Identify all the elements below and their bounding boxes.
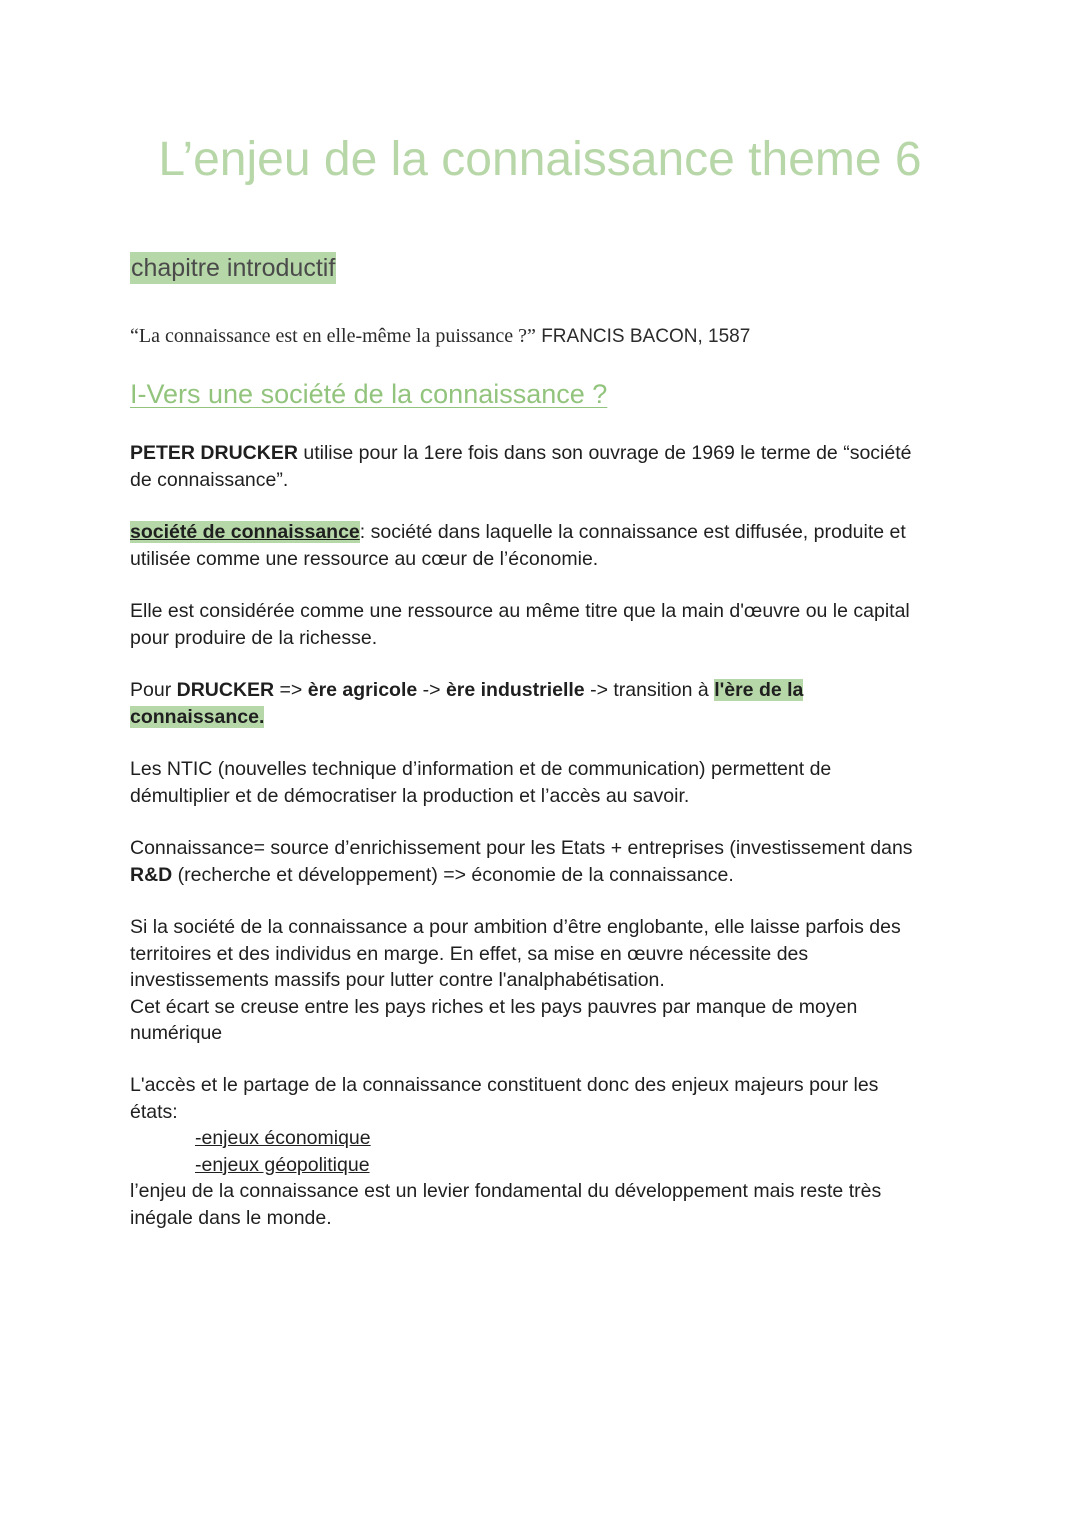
arrow-3: -> transition à <box>584 679 715 701</box>
era-industrial: ère industrielle <box>445 679 585 701</box>
para5-line1: Les NTIC (nouvelles technique d’information et de communication) permettent de <box>130 758 832 780</box>
para8-line2: états: <box>130 1100 178 1123</box>
para7-line3: investissements massifs pour lutter contre l'analphabétisation. <box>130 969 665 991</box>
para8-line1: L'accès et le partage de la connaissance constituent donc des enjeux majeurs pour les <box>130 1074 879 1096</box>
paragraph-inequality <box>130 914 940 1047</box>
definition-term: société de connaissance <box>130 521 360 543</box>
arrow-1: => <box>274 679 308 701</box>
para1-line2: de connaissance”. <box>130 468 289 491</box>
para7-line5: numérique <box>130 1022 223 1044</box>
para7-line4: Cet écart se creuse entre les pays riches et les pays pauvres par manque de moyen <box>130 995 858 1018</box>
paragraph-stakes <box>130 1072 940 1125</box>
para6-line1: Connaissance= source d’enrichissement pour les Etats + entreprises (investissement dans <box>130 837 913 859</box>
list-item: -enjeux géopolitique <box>195 1153 370 1176</box>
paragraph-definition <box>130 519 940 572</box>
para3-line1: Elle est considérée comme une ressource au même titre que la main d'œuvre ou le capital <box>130 600 910 622</box>
quote <box>130 322 750 351</box>
para3-line2: pour produire de la richesse. <box>130 626 378 649</box>
para8-line4: inégale dans le monde. <box>130 1206 332 1229</box>
para7-line1: Si la société de la connaissance a pour ambition d’être englobante, elle laisse parfois des <box>130 916 901 938</box>
chapter-label: chapitre introductif <box>131 254 336 282</box>
paragraph-eras <box>130 677 940 730</box>
list-item: -enjeux économique <box>195 1127 371 1149</box>
para4-prefix: Pour <box>130 679 177 701</box>
era-knowledge-2: connaissance. <box>130 705 265 728</box>
paragraph-conclusion <box>130 1178 940 1231</box>
para7-line2: territoires et des individus en marge. En effet, sa mise en œuvre nécessite des <box>130 942 809 965</box>
era-agricultural: ère agricole <box>307 679 418 701</box>
arrow-2: -> <box>417 679 446 701</box>
para5-line2: démultiplier et de démocratiser la production et l’accès au savoir. <box>130 784 690 807</box>
quote-text: “La connaissance est en elle-même la puissance ?” <box>130 325 536 347</box>
section-heading: I-Vers une société de la connaissance ? <box>130 379 608 409</box>
era-knowledge-1: l'ère de la <box>714 679 804 701</box>
rd-bold: R&D <box>130 863 173 886</box>
para1-line1: utilise pour la 1ere fois dans son ouvrage de 1969 le terme de “société <box>297 442 912 464</box>
paragraph-resource <box>130 598 940 651</box>
stakes-list <box>195 1125 371 1178</box>
quote-author: FRANCIS BACON, 1587 <box>535 326 751 347</box>
para2-line1: : société dans laquelle la connaissance est diffusée, produite et <box>359 521 906 543</box>
para8-line3: l’enjeu de la connaissance est un levier fondamental du développement mais reste très <box>130 1180 882 1202</box>
drucker-bold: DRUCKER <box>176 679 275 701</box>
paragraph-ntic <box>130 756 940 809</box>
para6-line2: (recherche et développement) => économie de la connaissance. <box>172 863 734 886</box>
drucker-name: PETER DRUCKER <box>130 442 298 464</box>
paragraph-drucker <box>130 440 940 493</box>
para2-line2: utilisée comme une ressource au cœur de l’économie. <box>130 547 599 570</box>
page-title: L’enjeu de la connaissance theme 6 <box>158 133 922 186</box>
paragraph-enrichment <box>130 835 940 888</box>
